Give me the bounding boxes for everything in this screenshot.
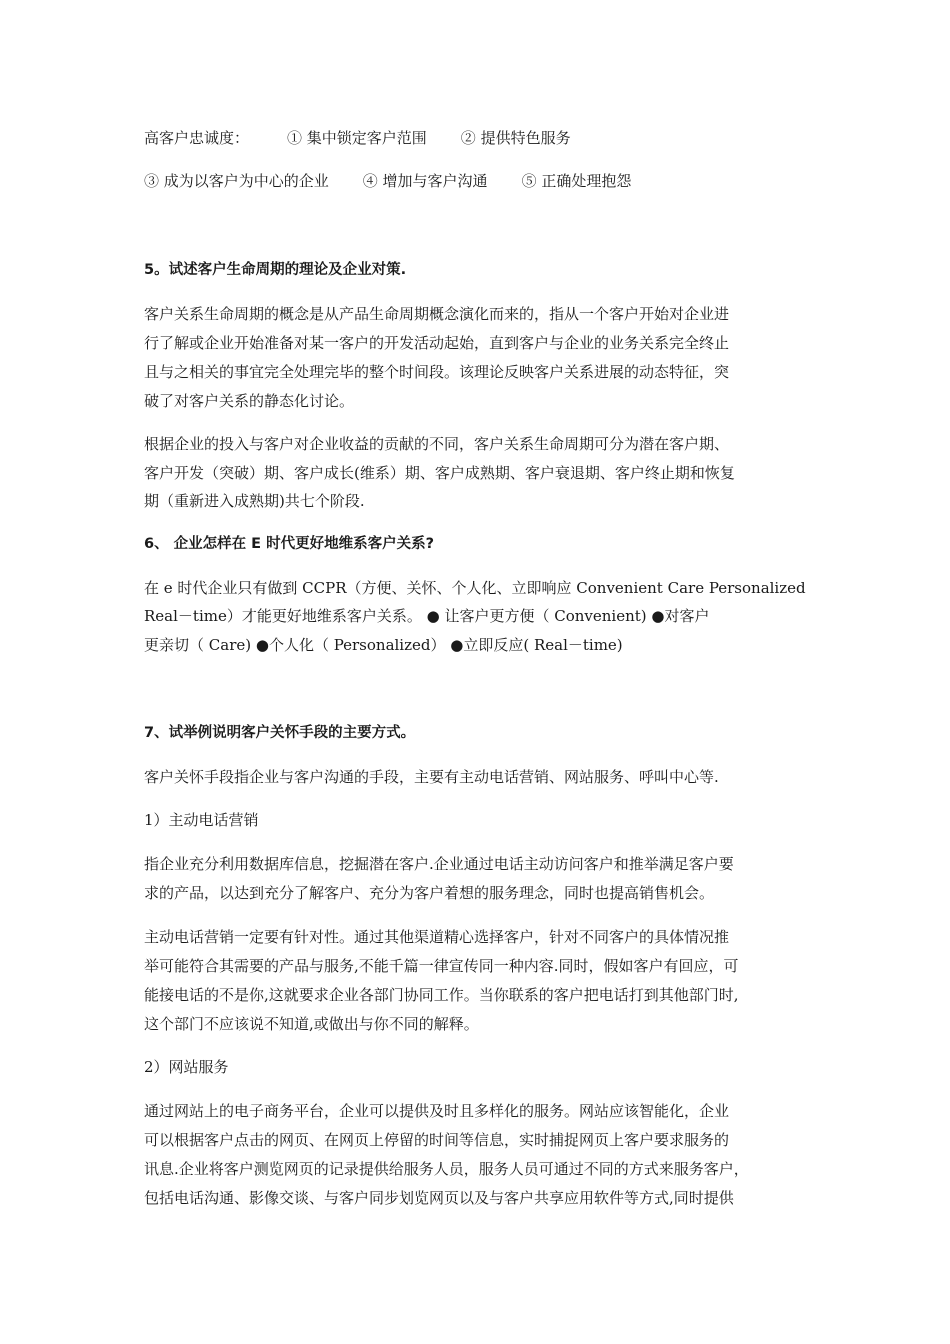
q7-para1-line: 指企业充分利用数据库信息，挖掘潜在客户.企业通过电话主动访问客户和推举满足客户要 xyxy=(144,855,734,873)
q7-para2-line: 这个部门不应该说不知道,或做出与你不同的解释。 xyxy=(144,1015,479,1033)
q7-para3-line: 通过网站上的电子商务平台，企业可以提供及时且多样化的服务。网站应该智能化，企业 xyxy=(144,1102,730,1120)
q6-para-line: Real－time）才能更好地维系客户关系。 ● 让客户更方便（ Convenient) ●对客户 xyxy=(144,607,710,625)
loyalty-item-1: ① 集中锁定客户范围 xyxy=(287,129,427,147)
q7-intro: 客户关怀手段指企业与客户沟通的手段，主要有主动电话营销、网站服务、呼叫中心等. xyxy=(144,768,719,786)
q5-para1-line: 且与之相关的事宜完全处理完毕的整个时间段。该理论反映客户关系进展的动态特征，突 xyxy=(144,363,730,381)
loyalty-item-5: ⑤ 正确处理抱怨 xyxy=(521,172,632,190)
loyalty-item-2: ② 提供特色服务 xyxy=(460,129,571,147)
q7-para3-line: 可以根据客户点击的网页、在网页上停留的时间等信息，实时捕捉网页上客户要求服务的 xyxy=(144,1131,730,1149)
loyalty-label: 高客户忠诚度： xyxy=(144,129,250,147)
q5-para1-line: 客户关系生命周期的概念是从产品生命周期概念演化而来的，指从一个客户开始对企业进 xyxy=(144,305,730,323)
q6-heading: 6、 企业怎样在 E 时代更好地维系客户关系? xyxy=(144,536,435,552)
q7-para3-line: 讯息.企业将客户测览网页的记录提供给服务人员，服务人员可通过不同的方式来服务客户， xyxy=(144,1160,749,1178)
q7-heading: 7、试举例说明客户关怀手段的主要方式。 xyxy=(144,725,416,741)
q5-para1-line: 行了解或企业开始准备对某一客户的开发活动起始，直到客户与企业的业务关系完全终止 xyxy=(144,334,730,352)
loyalty-item-4: ④ 增加与客户沟通 xyxy=(362,172,488,190)
q7-para2-line: 能接电话的不是你,这就要求企业各部门协同工作。当你联系的客户把电话打到其他部门时, xyxy=(144,986,739,1004)
q7-para3-line: 包括电话沟通、影像交谈、与客户同步划览网页以及与客户共享应用软件等方式,同时提供 xyxy=(144,1189,734,1207)
q7-para1-line: 求的产品，以达到充分了解客户、充分为客户着想的服务理念，同时也提高销售机会。 xyxy=(144,884,715,902)
q5-heading: 5。试述客户生命周期的理论及企业对策. xyxy=(144,262,407,278)
loyalty-line-2 xyxy=(144,171,631,191)
q7-subheading-2: 2）网站服务 xyxy=(144,1058,229,1076)
q5-para2-line: 客户开发（突破）期、客户成长(维系）期、客户成熟期、客户衰退期、客户终止期和恢复 xyxy=(144,464,735,482)
q7-para2-line: 主动电话营销一定要有针对性。通过其他渠道精心选择客户，针对不同客户的具体情况推 xyxy=(144,928,730,946)
q6-para-line: 更亲切（ Care) ●个人化（ Personalized） ●立即反应( Real－time) xyxy=(144,636,623,654)
q6-para-line: 在 e 时代企业只有做到 CCPR（方便、关怀、个人化、立即响应 Convenient Care Personalized xyxy=(144,579,806,597)
loyalty-line-1 xyxy=(144,128,571,148)
q5-para2-line: 期（重新进入成熟期)共七个阶段. xyxy=(144,492,365,510)
q5-para2-line: 根据企业的投入与客户对企业收益的贡献的不同，客户关系生命周期可分为潜在客户期、 xyxy=(144,435,730,453)
q5-para1-line: 破了对客户关系的静态化讨论。 xyxy=(144,392,355,410)
q7-para2-line: 举可能符合其需要的产品与服务,不能千篇一律宣传同一种内容.同时，假如客户有回应，可 xyxy=(144,957,739,975)
q7-subheading-1: 1）主动电话营销 xyxy=(144,811,259,829)
loyalty-item-3: ③ 成为以客户为中心的企业 xyxy=(144,172,329,190)
